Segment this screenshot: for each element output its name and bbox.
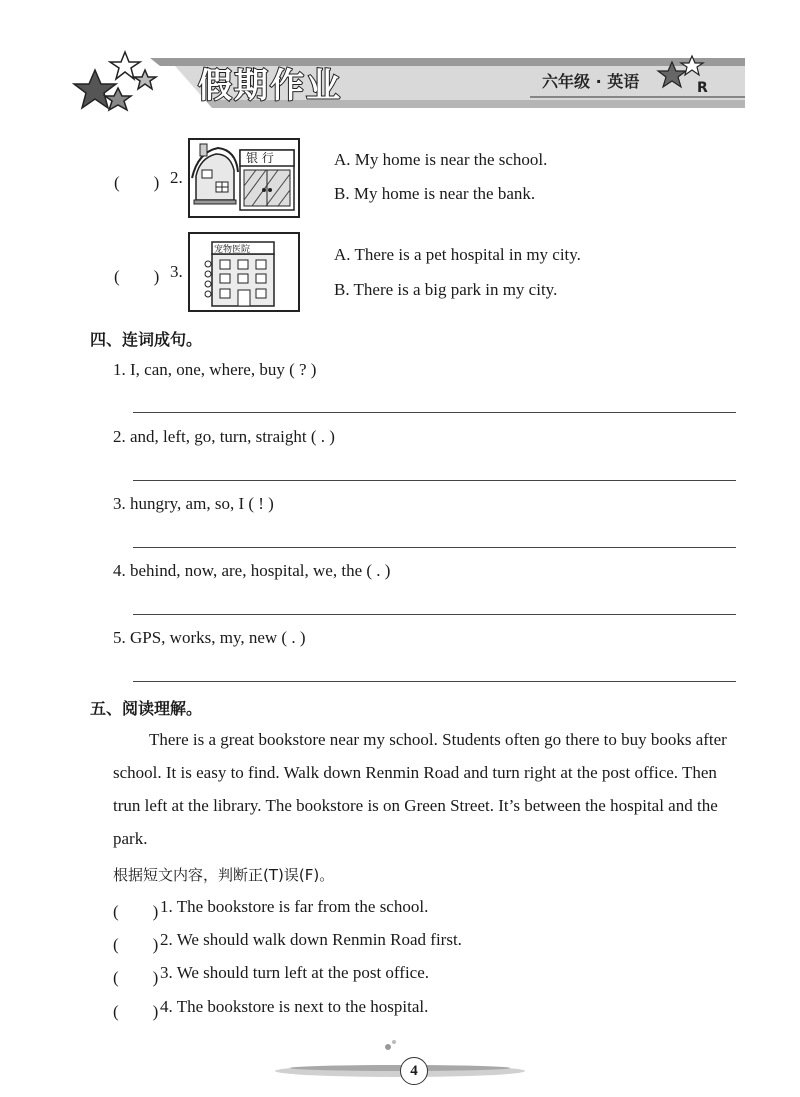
question-number: 2. <box>170 168 183 187</box>
tf-blank[interactable]: ( ) <box>113 1002 159 1021</box>
answer-blank[interactable]: ( ) <box>114 173 160 192</box>
sentence-item: 3. hungry, am, so, I ( ! ) <box>113 494 274 513</box>
bank-picture <box>188 138 300 218</box>
tf-instruction: 根据短文内容，判断正(T)误(F)。 <box>113 866 335 884</box>
tf-statement: 4. The bookstore is next to the hospital. <box>160 997 429 1016</box>
bank-sign: 银 行 <box>246 151 274 165</box>
reading-passage <box>113 723 738 855</box>
tf-blank[interactable]: ( ) <box>113 968 159 987</box>
answer-line[interactable] <box>133 480 736 481</box>
option-b: B. There is a big park in my city. <box>334 280 558 299</box>
section-5-title: 五、阅读理解。 <box>90 699 203 718</box>
stars-decoration-icon <box>74 52 156 110</box>
tf-statement: 1. The bookstore is far from the school. <box>160 897 429 916</box>
sentence-item: 5. GPS, works, my, new ( . ) <box>113 628 306 647</box>
house-and-bank-icon <box>190 140 298 216</box>
question-number: 3. <box>170 262 183 281</box>
edition-badge: R <box>697 80 708 96</box>
tf-statement: 3. We should turn left at the post office. <box>160 963 430 982</box>
passage-text: There is a great bookstore near my school. Students often go there to buy books after school. It is easy to find. Walk down Renmin Road and turn right at the post office. Then trun left at the library. The bookstore is on Green Street. It’s between the hospital and the park. <box>113 730 727 848</box>
section-4-title: 四、连词成句。 <box>90 330 203 349</box>
tf-blank[interactable]: ( ) <box>113 902 159 921</box>
option-a: A. My home is near the school. <box>334 150 548 169</box>
sentence-item: 1. I, can, one, where, buy ( ? ) <box>113 360 317 379</box>
header-banner <box>0 0 800 130</box>
option-a: A. There is a pet hospital in my city. <box>334 245 581 264</box>
page-number: 4 <box>400 1057 428 1085</box>
sentence-item: 4. behind, now, are, hospital, we, the ( . ) <box>113 561 391 580</box>
sentence-item: 2. and, left, go, turn, straight ( . ) <box>113 427 335 446</box>
answer-line[interactable] <box>133 681 736 682</box>
option-b: B. My home is near the bank. <box>334 184 536 203</box>
brand-title: 假期作业 <box>198 66 342 106</box>
answer-line[interactable] <box>133 614 736 615</box>
pet-hospital-sign: 宠物医院 <box>214 245 251 255</box>
pet-hospital-picture <box>188 232 300 312</box>
answer-line[interactable] <box>133 547 736 548</box>
grade-subject: 六年级 · 英语 <box>542 72 640 91</box>
tf-blank[interactable]: ( ) <box>113 935 159 954</box>
answer-line[interactable] <box>133 412 736 413</box>
answer-blank[interactable]: ( ) <box>114 267 160 286</box>
tf-statement: 2. We should walk down Renmin Road first. <box>160 930 462 949</box>
